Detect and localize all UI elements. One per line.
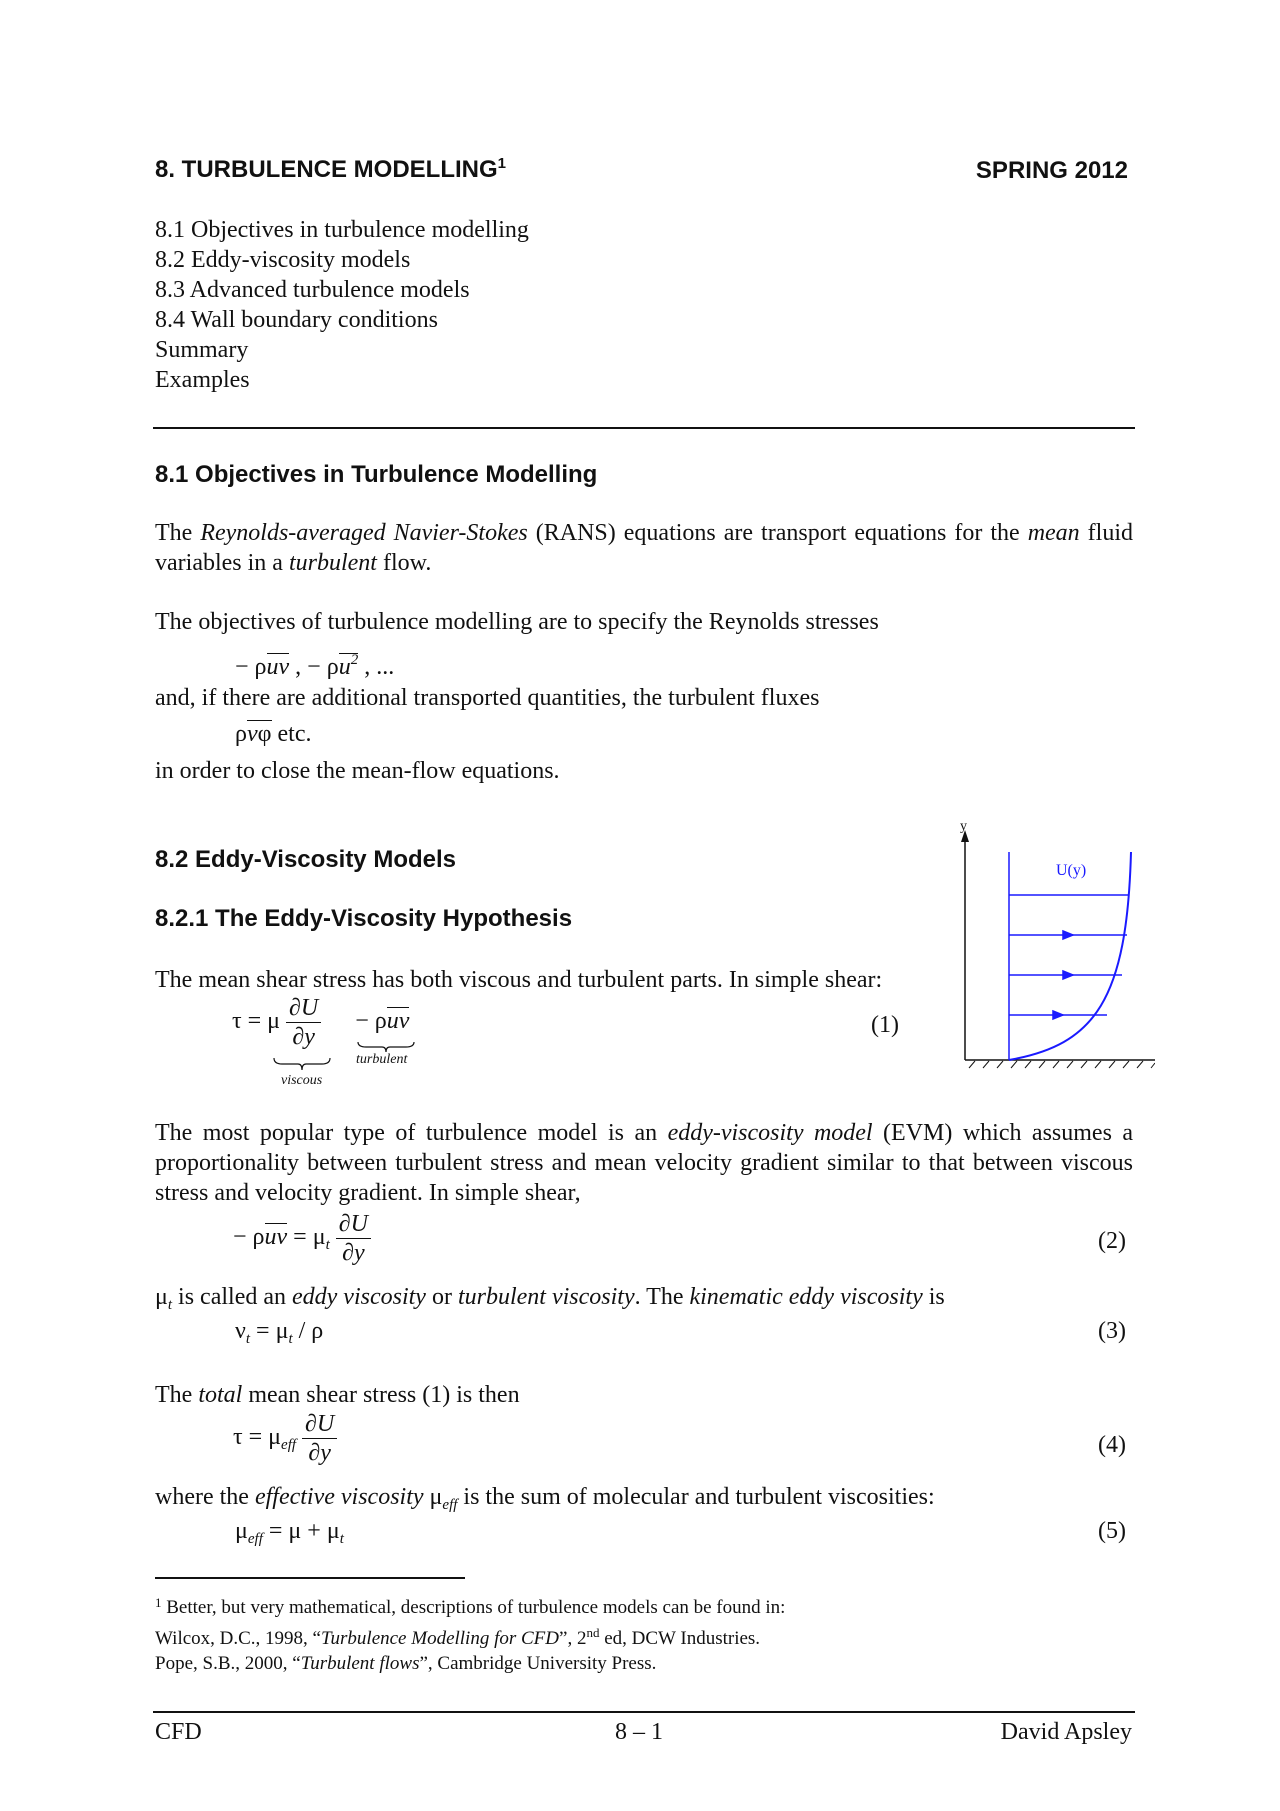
paragraph-shear-stress: The mean shear stress has both viscous and turbulent parts. In simple shear:: [155, 967, 883, 993]
toc-item: Summary: [155, 337, 249, 363]
footnote-line-3: Pope, S.B., 2000, “Turbulent flows”, Cambridge University Press.: [155, 1653, 657, 1674]
figure-curve-label: U(y): [1056, 862, 1087, 879]
paragraph-fluxes: and, if there are additional transported quantities, the turbulent fluxes: [155, 685, 820, 711]
term-label: SPRING 2012: [975, 157, 1128, 184]
viscous-label: viscous: [281, 1073, 323, 1088]
footnote-rule: [155, 1577, 465, 1579]
toc-item: Examples: [155, 367, 250, 393]
equation-2: − $\rho uv = \mu_t$ $\frac{\partial U}{\partial y}$: [233, 1210, 371, 1267]
section-divider: [153, 427, 1135, 429]
equation-number-2: (2): [1098, 1228, 1126, 1254]
section-heading-8-2: 8.2 Eddy-Viscosity Models: [155, 846, 456, 873]
footnote-line-1: $^1$ Better, but very mathematical, descriptions of turbulence models can be found in:: [155, 1595, 786, 1618]
section-heading-8-1: 8.1 Objectives in Turbulence Modelling: [155, 461, 598, 488]
equation-5: $\mu_{eff} = \mu + \mu_t$: [235, 1518, 344, 1547]
footnote-line-2: Wilcox, D.C., 1998, “Turbulence Modelling for CFD”, 2nd ed, DCW Industries.: [155, 1625, 761, 1649]
equation-3: $\nu_t = \mu_t / \rho$: [235, 1318, 324, 1347]
equation-number-4: (4): [1098, 1432, 1126, 1458]
equation-reynolds-stresses: − ρuv , − $\rho u^2$ , ...: [235, 652, 395, 680]
toc-item: 8.2 Eddy-viscosity models: [155, 247, 411, 273]
velocity-arrows: [1009, 895, 1129, 1019]
paragraph-rans: The Reynolds-averaged Navier-Stokes (RANS) equations are transport equations for the mean fluid variables in a turbulent flow.: [155, 520, 1134, 576]
equation-number-1: (1): [871, 1012, 899, 1038]
equation-1: τ = μ $\frac{\partial U}{\partial y}$ − ρuv: [232, 995, 410, 1050]
footnote: [155, 1590, 1135, 1676]
paragraph-total-shear: The total mean shear stress (1) is then: [155, 1382, 520, 1408]
paragraph-evm: The most popular type of turbulence model is an eddy-viscosity model (EVM) which assumes a proportionality between turbulent stress and mean velocity gradient similar to that between viscous stress and velocity gradient. In simple shear,: [155, 1120, 1134, 1206]
wall-hatching: [969, 1061, 1155, 1068]
paragraph-objectives: The objectives of turbulence modelling are to specify the Reynolds stresses: [155, 609, 879, 635]
footer-author: David Apsley: [1000, 1719, 1132, 1745]
equation-number-3: (3): [1098, 1318, 1126, 1344]
paragraph-effective-viscosity: where the effective viscosity $\mu_{eff}$ is the sum of molecular and turbulent viscosities:: [155, 1484, 935, 1513]
toc-item: 8.4 Wall boundary conditions: [155, 307, 438, 333]
viscous-brace: [272, 1056, 332, 1072]
chapter-title: 8. TURBULENCE MODELLING$^1$: [155, 155, 507, 183]
table-of-contents: [155, 215, 529, 395]
footer-page-number: 8 – 1: [615, 1719, 663, 1745]
equation-4: $\tau = \mu_{eff}$ $\frac{\partial U}{\partial y}$: [233, 1410, 337, 1467]
toc-item: 8.1 Objectives in turbulence modelling: [155, 217, 529, 243]
velocity-curve: [1009, 852, 1131, 1060]
footer-left: CFD: [155, 1719, 202, 1745]
figure-y-label: y: [960, 819, 967, 834]
velocity-profile-figure: [955, 820, 1155, 1080]
equation-turbulent-flux: ρvφ etc.: [235, 721, 312, 747]
paragraph-close: in order to close the mean-flow equations.: [155, 758, 560, 784]
footer-rule: [153, 1711, 1135, 1713]
subsection-heading-8-2-1: 8.2.1 The Eddy-Viscosity Hypothesis: [155, 905, 573, 932]
paragraph-eddy-viscosity: $\mu_t$ is called an eddy viscosity or turbulent viscosity. The kinematic eddy viscosity is: [155, 1284, 945, 1313]
turbulent-label: turbulent: [356, 1052, 408, 1067]
equation-number-5: (5): [1098, 1518, 1126, 1544]
toc-item: 8.3 Advanced turbulence models: [155, 277, 470, 303]
